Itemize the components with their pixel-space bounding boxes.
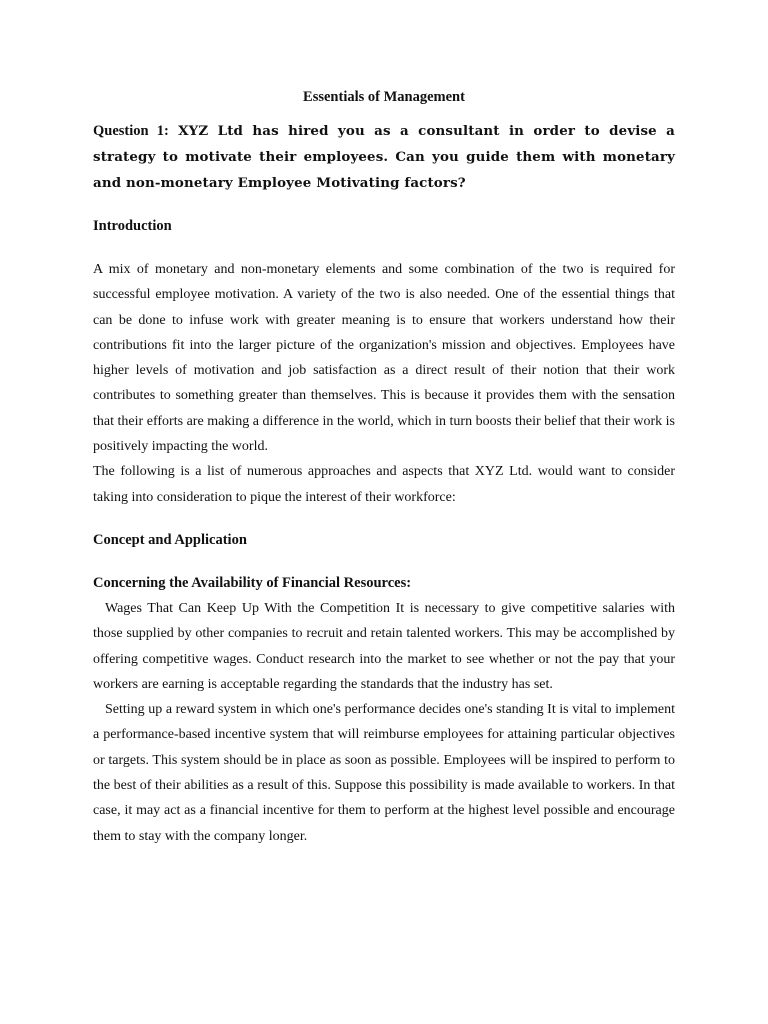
introduction-body <box>93 257 675 510</box>
concept-paragraph: Wages That Can Keep Up With the Competition It is necessary to give competitive salaries with those supplied by other companies to recruit and retain talented workers. This may be accomplished by offering competitive wages. Conduct research into the market to see whether or not the pay that your workers are earning is acceptable regarding the standards that the industry has set. <box>93 600 675 692</box>
document-page <box>93 84 675 849</box>
document-title: Essentials of Management <box>303 89 465 105</box>
concept-heading: Concept and Application <box>93 531 247 548</box>
concept-body <box>93 596 675 849</box>
question-label: Question 1: <box>93 123 169 139</box>
concept-paragraph: Setting up a reward system in which one's performance decides one's standing It is vital to implement a performance-based incentive system that will reimburse employees for attaining particular objectives or targets. This system should be in place as soon as possible. Employees will be inspired to perform to the best of their abilities as a result of this. Suppose this possibility is made available to workers. In that case, it may act as a financial incentive for them to perform at the highest level possible and encourage them to stay with the company longer. <box>93 702 675 844</box>
question-text: XYZ Ltd has hired you as a consultant in order to devise a strategy to motivate their employees. Can you guide them with monetary and non-monetary Employee Motivating factors? <box>93 123 675 191</box>
introduction-heading: Introduction <box>93 218 172 234</box>
question-block <box>93 118 675 196</box>
financial-resources-subheading: Concerning the Availability of Financial Resources: <box>93 574 412 591</box>
introduction-paragraph: A mix of monetary and non-monetary elements and some combination of the two is required for successful employee motivation. A variety of the two is also needed. One of the essential things that can be done to infuse work with greater meaning is to ensure that workers understand how their contributions fit into the larger picture of the organization's mission and objectives. Employees have higher levels of motivation and job satisfaction as a direct result of their notion that their work contributes to something greater than themselves. This is because it provides them with the sensation that their efforts are making a difference in the world, which in turn boosts their belief that their work is positively impacting the world. <box>93 262 675 455</box>
introduction-paragraph: The following is a list of numerous approaches and aspects that XYZ Ltd. would want to consider taking into consideration to pique the interest of their workforce: <box>93 464 675 505</box>
